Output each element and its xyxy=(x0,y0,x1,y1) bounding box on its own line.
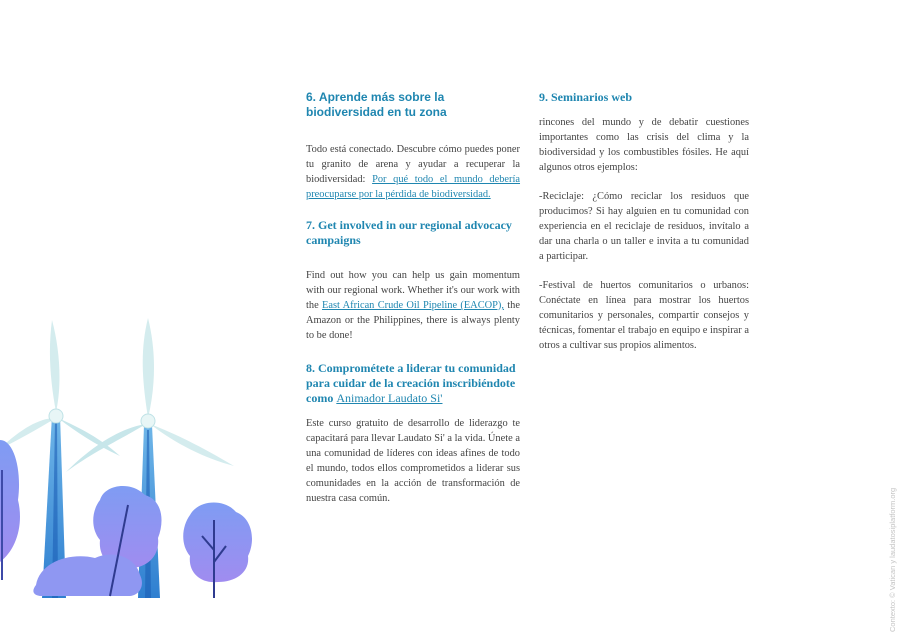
image-credit: Contexto: © Vatican y laudatosiplatform.org xyxy=(888,487,897,632)
section-7 xyxy=(306,218,520,343)
section-8-heading xyxy=(306,361,520,406)
section-6-body xyxy=(306,142,520,202)
section-9-heading: 9. Seminarios web xyxy=(539,90,632,104)
section-7-heading: 7. Get involved in our regional advocacy campaigns xyxy=(306,218,512,247)
section-9-paragraph-2: -Reciclaje: ¿Cómo reciclar los residuos que producimos? Si hay alguien en tu comunidad con experiencia en el reciclaje de residuos, invítalo a dar una charla o un taller e invita a tu comunidad a participar. xyxy=(539,191,749,262)
section-6-heading: 6. Aprende más sobre la biodiversidad en tu zona xyxy=(306,90,447,119)
section-6 xyxy=(306,90,520,202)
section-6-text: Todo está conectado. Descubre cómo puedes poner tu granito de arena y ayudar a recuperar la biodiversidad: xyxy=(306,144,520,185)
section-9-paragraph-1: rincones del mundo y de debatir cuestiones importantes como las crisis del clima y la biodiversidad y los combustibles fósiles. He aquí algunos otros ejemplos: xyxy=(539,117,749,173)
left-column xyxy=(306,90,520,520)
section-7-text-before: Find out how you can help us gain momentum with our regional work. Whether it's our work with the xyxy=(306,270,520,311)
section-8 xyxy=(306,361,520,506)
section-7-text-after: the Amazon or the Philippines, there is always plenty to be done! xyxy=(306,300,520,341)
tree-icon xyxy=(183,503,252,598)
biodiversity-loss-link[interactable]: Por qué todo el mundo debería preocuparse por la pérdida de biodiversidad. xyxy=(306,174,521,200)
right-column xyxy=(539,90,749,367)
section-8-body: Este curso gratuito de desarrollo de liderazgo te capacitará para llevar Laudato Si' a la vida. Únete a una comunidad de líderes con ideas afines de todo el mundo, todos ellos comprometidos a liderar sus comunidades en la acción de transformación de nuestra casa común. xyxy=(306,418,520,504)
eacop-link[interactable]: East African Crude Oil Pipeline (EACOP), xyxy=(322,300,504,311)
wind-turbines-illustration xyxy=(0,300,260,600)
section-7-body xyxy=(306,268,520,343)
section-9-paragraph-3: -Festival de huertos comunitarios o urbanos: Conéctate en línea para mostrar los huertos comunitarios y personales, compartir consejos y técnicas, fomentar el trabajo en equipo e inspirar a otros a cultivar sus propios alimentos. xyxy=(539,280,749,351)
section-8-heading-text: 8. Comprométete a liderar tu comunidad para cuidar de la creación inscribiéndote como xyxy=(306,361,516,405)
animador-laudato-si-link[interactable]: Animador Laudato Si' xyxy=(336,391,443,405)
tree-icon xyxy=(0,440,20,580)
